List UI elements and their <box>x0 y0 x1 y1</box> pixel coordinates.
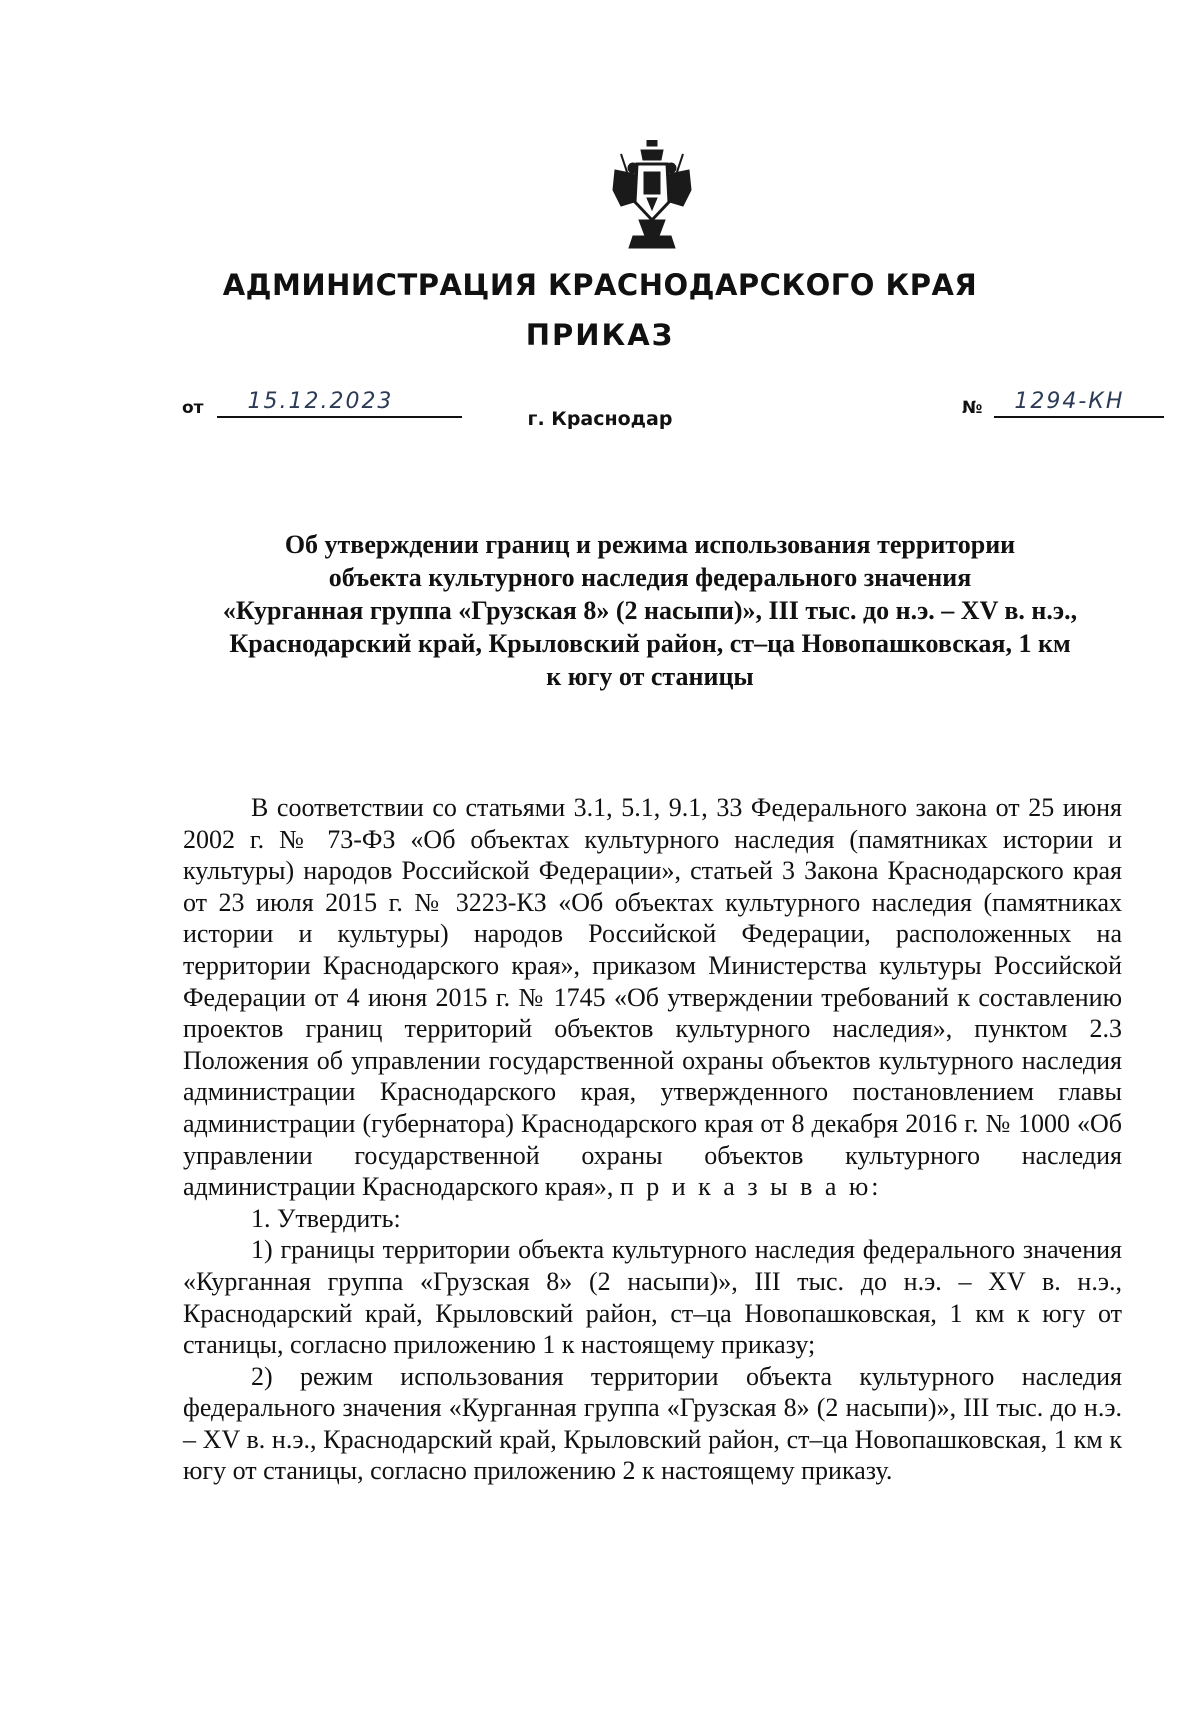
decree-word: п р и к а з ы в а ю: <box>619 1172 882 1202</box>
document-type: ПРИКАЗ <box>525 318 675 352</box>
title-line: к югу от станицы <box>546 662 754 691</box>
item-1-1: 1) границы территории объекта культурного наследия федерального значения «Курганная группа «Грузская 8» (2 насыпи)», III тыс. до н.э. – XV в. н.э., Краснодарский край, Крыловский район, ст–ца Новопашковская, 1 км к югу от станицы, согласно приложению 1 к настоящему приказу; <box>183 1235 1122 1360</box>
handwritten-date: 15.12.2023 <box>247 389 394 414</box>
document-title <box>170 528 1130 693</box>
title-line: объекта культурного наследия федерального значения <box>328 563 972 592</box>
number-prefix: № <box>962 398 983 418</box>
organization-title: АДМИНИСТРАЦИЯ КРАСНОДАРСКОГО КРАЯ <box>222 268 978 302</box>
date-prefix: от <box>182 398 204 418</box>
document-body <box>183 792 1122 1487</box>
city-label: г. Краснодар <box>527 408 673 430</box>
title-line: «Курганная группа «Грузская 8» (2 насыпи)», III тыс. до н.э. – XV в. н.э., <box>222 596 1078 625</box>
title-line: Краснодарский край, Крыловский район, ст–ца Новопашковская, 1 км <box>229 629 1071 658</box>
preamble-text: В соответствии со статьями 3.1, 5.1, 9.1, 33 Федерального закона от 25 июня 2002 г. № 73-ФЗ «Об объектах культурного наследия (памятниках истории и культуры) народов Российской Федерации», статьей 3 Закона Краснодарского края от 23 июля 2015 г. № 3223-КЗ «Об объектах культурного наследия (памятниках истории и культуры) народов Российской Федерации, расположенных на территории Краснодарского края», приказом Министерства культуры Российской Федерации от 4 июня 2015 г. № 1745 «Об утверждении требований к составлению проектов границ территорий объектов культурного наследия», пунктом 2.3 Положения об управлении государственной охраны объектов культурного наследия администрации Краснодарского края, утвержденного постановлением главы администрации (губернатора) Краснодарского края от 8 декабря 2016 г. № 1000 «Об управлении государственной охраны объектов культурного наследия администрации Краснодарского края», <box>183 793 1122 1202</box>
item-1-2: 2) режим использования территории объекта культурного наследия федерального значения «Курганная группа «Грузская 8» (2 насыпи)», III тыс. до н.э. – XV в. н.э., Краснодарский край, Крыловский район, ст–ца Новопашковская, 1 км к югу от станицы, согласно приложению 2 к настоящему приказу. <box>183 1361 1122 1486</box>
preamble-paragraph <box>183 792 1122 1203</box>
coat-of-arms-emblem <box>611 140 693 250</box>
title-line: Об утверждении границ и режима использования территории <box>284 530 1016 559</box>
handwritten-number: 1294-КН <box>1014 389 1125 414</box>
item-1: 1. Утвердить: <box>251 1203 401 1233</box>
